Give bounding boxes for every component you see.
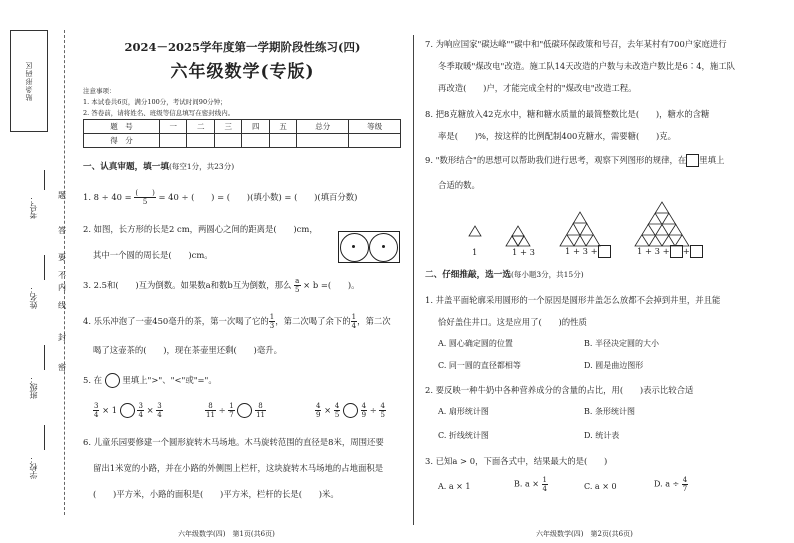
q4-text-c: ，第二次 [357, 316, 391, 326]
triangle-2-inverted [512, 236, 524, 246]
question-7-line3: 再改造( )户，才能完成全村的"煤改电"改造工程。 [438, 83, 637, 93]
field-school: 学校： [29, 455, 38, 479]
pattern-label-plus: + [682, 246, 690, 256]
score-header-cell: 题 号 [84, 120, 160, 134]
choice-1-option-c[interactable]: C. 同一圆的直径都相等 [438, 361, 521, 370]
question-8-line1: 8. 把8克糖放入42克水中，糖和糖水质量的最简整数比是( )，糖水的含糖 [425, 109, 710, 119]
triangle-2-row2 [518, 236, 530, 246]
option-text: B. a × [514, 479, 539, 489]
answer-box[interactable] [670, 245, 683, 258]
note-item: 2. 答卷前，请将姓名、班级等信息填写在密封线内。 [83, 109, 235, 117]
score-header-cell: 四 [242, 120, 269, 134]
score-table [83, 119, 401, 148]
score-header-cell: 三 [214, 120, 241, 134]
choice-1-line2: 恰好盖住井口。这是应用了( )的性质 [438, 317, 587, 327]
pattern-label-4 [637, 245, 703, 258]
q5-item-1: $\frac{3}{4}$ × 1 $\frac{3}{4}$ × $\frac{3}{4}$ [94, 402, 162, 419]
question-8-line2: 率是( )%，按这样的比例配制400克糖水，需要糖( )克。 [438, 131, 677, 141]
answer-circle[interactable] [237, 403, 252, 418]
page-footer-right: 六年级数学(四) 第2页(共6页) [536, 530, 633, 538]
answer-box[interactable] [598, 245, 611, 258]
fraction-denominator: 5 [295, 286, 300, 294]
field-line [44, 345, 45, 370]
seal-char: 线 [58, 301, 66, 310]
fraction [542, 476, 548, 493]
answer-box[interactable] [690, 245, 703, 258]
pattern-label-1: 1 [472, 247, 478, 257]
pattern-label-3 [565, 245, 611, 258]
question-4-line2: 喝了这壶茶的( )，现在茶壶里还剩( )毫升。 [93, 345, 282, 355]
rectangle-two-circles-figure [338, 231, 400, 263]
score-cell[interactable] [269, 134, 296, 148]
note-item: 1. 本试卷共6页，满分100分，考试时间90分钟； [83, 98, 227, 106]
exam-subject-title: 六年级数学(专版) [170, 62, 315, 82]
field-line [44, 170, 45, 190]
fraction-denominator: 5 [142, 198, 148, 206]
question-3 [83, 277, 360, 294]
question-2-line2: 其中一个圆的周长是( )cm。 [93, 250, 213, 260]
question-1 [83, 189, 357, 206]
exam-notes [83, 86, 234, 119]
section-title-text: 二、仔细推敲，选一选 [425, 270, 511, 280]
question-9-line2: 合适的数。 [438, 180, 480, 190]
question-5 [83, 373, 217, 388]
score-row [84, 134, 401, 148]
choice-1-option-a[interactable]: A. 圆心确定圆的位置 [438, 339, 513, 348]
fraction: $\frac{3}{4}$ [94, 402, 99, 419]
option-text: D. a ÷ [654, 479, 680, 489]
fraction: $\frac{3}{4}$ [157, 402, 162, 419]
field-name: 姓名： [29, 285, 38, 309]
q5-item-2: $\frac{8}{11}$ ÷ $\frac{1}{7}$ $\frac{8}{11}$ [206, 402, 265, 419]
triangle-2-row1 [512, 226, 524, 236]
fraction-numerator: a [295, 277, 300, 285]
q3-text-a: 3. 2.5和( )互为倒数。如果数a和数b互为倒数，那么 [83, 280, 292, 290]
fraction-numerator: 4 [682, 476, 688, 484]
field-line [44, 425, 45, 450]
pattern-label-2: 1 + 3 [512, 247, 535, 257]
seal-char: 题 [58, 191, 66, 200]
barcode-label: 贴条形码区 [25, 61, 33, 101]
choice-3-option-b[interactable] [514, 476, 548, 493]
pattern-label-text: 1 + 3 + [637, 246, 670, 256]
seal-char: 封 [58, 333, 66, 342]
section2-title [425, 268, 584, 280]
fraction-numerator: 1 [269, 313, 275, 321]
score-header-cell: 五 [269, 120, 296, 134]
section1-title [83, 160, 234, 172]
fraction: $\frac{8}{11}$ [206, 402, 215, 419]
fraction-numerator: 1 [351, 313, 357, 321]
q9-text-a: 9. "数形结合"的思想可以帮助我们进行思考，观察下列图形的规律，在 [425, 155, 687, 165]
score-header-cell: 一 [160, 120, 187, 134]
fraction: $\frac{8}{11}$ [256, 402, 265, 419]
field-class: 班级： [29, 375, 38, 399]
q4-text-a: 4. 乐乐冲泡了一壶450毫升的茶，第一次喝了它的 [83, 316, 269, 326]
field-exam-number: 考号： [29, 195, 38, 219]
question-9-line1 [425, 154, 724, 167]
section-title-text: 一、认真审题，填一填 [83, 162, 169, 172]
q1-text-a: 1. 8 ÷ 40 = [83, 192, 132, 202]
page-divider [413, 35, 414, 525]
seal-char: 要 [58, 253, 66, 262]
answer-circle[interactable] [120, 403, 135, 418]
score-header-row [84, 120, 401, 134]
answer-circle[interactable] [105, 373, 120, 388]
score-row-label: 得 分 [84, 134, 160, 148]
q1-text-b: = 40 ÷ ( ) = ( )(填小数) = ( )(填百分数) [158, 192, 358, 202]
question-7-line2: 冬季取暖"煤改电"改造。施工队14天改造的户数与未改造户数比是6∶4，施工队 [438, 61, 736, 71]
fraction: $\frac{4}{9}$ [361, 402, 367, 419]
score-cell[interactable] [160, 134, 187, 148]
choice-1-option-b[interactable]: B. 半径决定圆的大小 [584, 339, 659, 348]
choice-2-option-d[interactable]: D. 统计表 [584, 431, 620, 440]
fraction-denominator: 7 [682, 485, 688, 493]
fraction-denominator: 4 [351, 322, 357, 330]
section-note: (每空1分，共23分) [168, 162, 235, 171]
q5-text-a: 5. 在 [83, 375, 103, 385]
q1-fraction [134, 189, 155, 206]
notes-heading: 注意事项： [83, 87, 116, 95]
score-header-cell: 总分 [297, 120, 349, 134]
fraction-numerator: 1 [542, 476, 547, 484]
score-cell[interactable] [214, 134, 241, 148]
exam-year-title: 2024－2025学年度第一学期阶段性练习(四) [124, 40, 361, 54]
score-cell[interactable] [242, 134, 269, 148]
fraction: $\frac{3}{4}$ [138, 402, 143, 419]
fraction-numerator: ( ) [135, 189, 155, 197]
choice-2-option-b[interactable]: B. 条形统计图 [584, 407, 635, 416]
page-footer-left: 六年级数学(四) 第1页(共6页) [178, 530, 275, 538]
choice-1-option-d[interactable]: D. 圆是曲边图形 [584, 361, 644, 370]
q5-text-b: 里填上">"、"<"或"="。 [122, 375, 217, 385]
score-cell[interactable] [297, 134, 349, 148]
choice-3-line1: 3. 已知a > 0，下面各式中，结果最大的是( ) [425, 456, 608, 466]
pattern-label-text: 1 + 3 + [565, 246, 598, 256]
score-cell[interactable] [349, 134, 401, 148]
q3-fraction [294, 277, 300, 294]
question-6-line2: 留出1米宽的小路，并在小路的外侧围上栏杆，这块旋转木马场地的占地面积是 [93, 463, 384, 473]
fraction [682, 476, 688, 493]
q5-item-3: $\frac{4}{9}$ × $\frac{4}{5}$ $\frac{4}{9}$ ÷ $\frac{4}{5}$ [316, 402, 385, 419]
seal-char: 密 [58, 363, 66, 372]
choice-1-line1: 1. 井盖平面轮廓采用圆形的一个原因是圆形井盖怎么放都不会掉到井里，并且能 [425, 295, 721, 305]
seal-char: 不 [58, 271, 66, 280]
fraction: $\frac{4}{5}$ [380, 402, 385, 419]
triangle-2-row2 [506, 236, 518, 246]
barcode-area [10, 30, 48, 132]
fraction: $\frac{4}{9}$ [316, 402, 321, 419]
section-note: (每小题3分，共15分) [510, 270, 584, 279]
choice-2-option-a[interactable]: A. 扇形统计图 [438, 407, 489, 416]
q4-text-b: ，第二次喝了余下的 [275, 316, 351, 326]
score-cell[interactable] [187, 134, 214, 148]
q3-text-b: × b =( )。 [303, 280, 360, 290]
choice-3-option-c[interactable]: C. a × 0 [584, 482, 617, 491]
fraction: $\frac{4}{5}$ [334, 402, 340, 419]
choice-2-line1: 2. 要反映一种牛奶中各种营养成分的含量的占比，用( )表示比较合适 [425, 385, 694, 395]
triangle-3-outline [560, 212, 600, 246]
seal-char: 内 [58, 283, 66, 292]
question-4-line1 [83, 313, 391, 330]
answer-box[interactable] [686, 154, 699, 167]
question-2-line1: 2. 如图，长方形的长是2 cm，两圆心之间的距离是( )cm， [83, 224, 318, 234]
seal-char: 答 [58, 226, 66, 235]
circle-center-dot [382, 245, 385, 248]
binding-strip [0, 0, 70, 543]
field-line [44, 255, 45, 280]
question-6-line3: ( )平方米，小路的面积是( )平方米，栏杆的长是( )米。 [93, 489, 339, 499]
triangle-1 [469, 226, 481, 236]
fraction-denominator: 3 [269, 322, 275, 330]
score-header-cell: 等级 [349, 120, 401, 134]
fraction: $\frac{1}{7}$ [229, 402, 234, 419]
choice-3-option-a[interactable]: A. a × 1 [438, 482, 471, 491]
question-6-line1: 6. 儿童乐园要修建一个圆形旋转木马场地。木马旋转范围的直径是8米，周围还要 [83, 437, 384, 447]
q9-text-b: 里填上 [699, 155, 725, 165]
choice-3-option-d[interactable] [654, 476, 688, 493]
choice-2-option-c[interactable]: C. 折线统计图 [438, 431, 489, 440]
answer-circle[interactable] [343, 403, 358, 418]
fraction-denominator: 4 [542, 485, 547, 493]
score-header-cell: 二 [187, 120, 214, 134]
circle-center-dot [352, 245, 355, 248]
question-7-line1: 7. 为响应国家"碳达峰""碳中和"低碳环保政策和号召，去年某村有700户家庭进行 [425, 39, 727, 49]
